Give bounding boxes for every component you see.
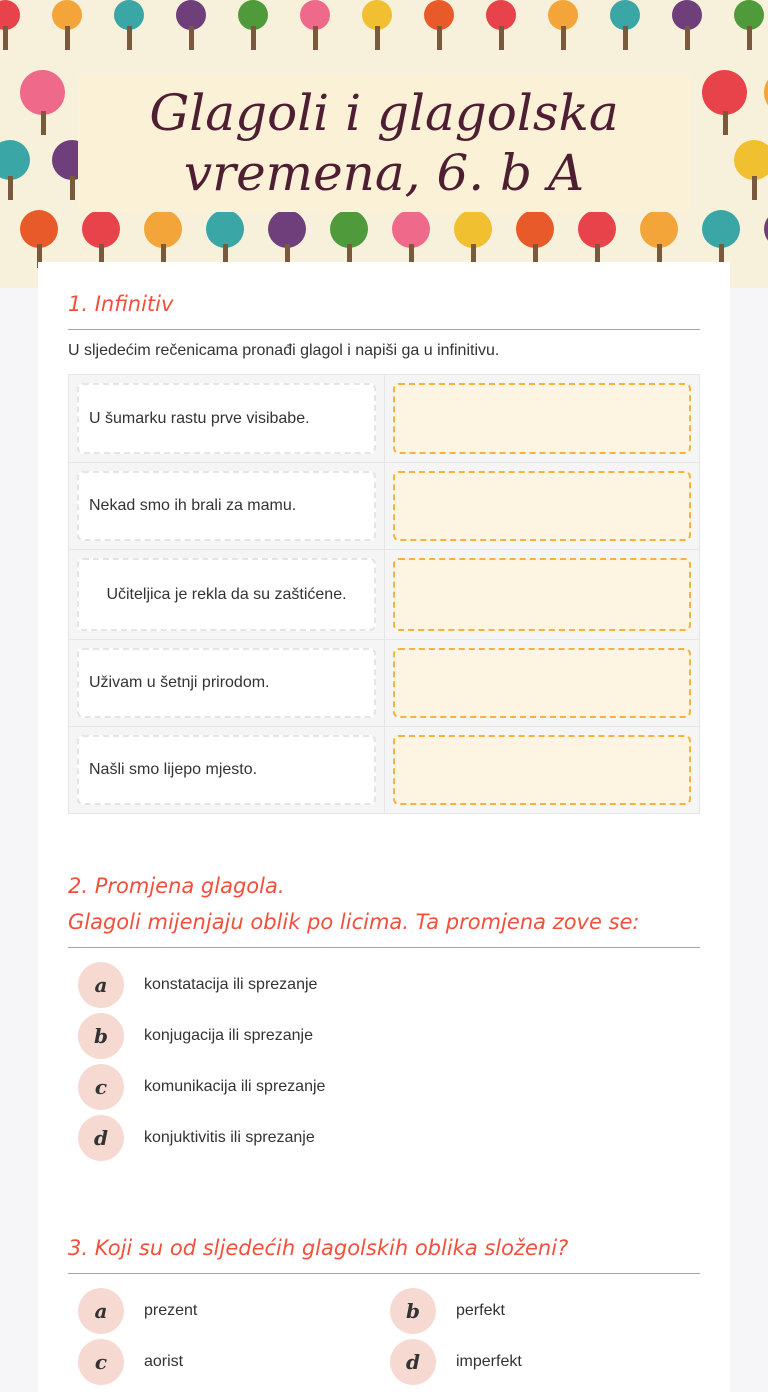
option-letter: b	[78, 1013, 124, 1059]
tree-decoration	[330, 210, 368, 248]
title-box	[78, 74, 690, 212]
tree-decoration	[702, 70, 747, 115]
sentence-card[interactable]: Nekad smo ih brali za mamu.	[77, 471, 376, 541]
tree-decoration	[206, 210, 244, 248]
table-row	[69, 375, 699, 462]
option-letter: b	[390, 1288, 436, 1334]
tree-trunk	[70, 176, 75, 200]
header-banner	[0, 0, 768, 288]
table-row	[69, 639, 699, 726]
tree-decoration	[0, 140, 30, 180]
question-2-title: 2. Promjena glagola.	[68, 874, 285, 898]
answer-dropzone[interactable]	[393, 735, 691, 805]
option-letter: c	[78, 1339, 124, 1385]
tree-decoration	[578, 210, 616, 248]
tree-trunk	[251, 26, 256, 50]
option-letter: a	[78, 962, 124, 1008]
option-label: aorist	[144, 1353, 184, 1370]
tree-decoration	[734, 140, 768, 180]
tree-decoration	[268, 210, 306, 248]
tree-trunk	[437, 26, 442, 50]
tree-trunk	[189, 26, 194, 50]
question-1-title: 1. Infinitiv	[68, 292, 174, 316]
option-b[interactable]	[390, 1288, 505, 1334]
tree-trunk	[723, 111, 728, 135]
option-b[interactable]	[78, 1013, 313, 1059]
tree-decoration	[82, 210, 120, 248]
worksheet-card	[38, 262, 730, 1392]
tree-decoration	[454, 210, 492, 248]
table-row	[69, 462, 699, 549]
option-a[interactable]	[78, 962, 317, 1008]
tree-trunk	[127, 26, 132, 50]
tree-trunk	[3, 26, 8, 50]
sentence-card[interactable]: Učiteljica je rekla da su zaštićene.	[77, 558, 376, 631]
option-label: konjuktivitis ili sprezanje	[144, 1129, 315, 1146]
matching-grid	[68, 374, 700, 814]
tree-decoration	[640, 210, 678, 248]
tree-trunk	[65, 26, 70, 50]
answer-dropzone[interactable]	[393, 648, 691, 718]
answer-dropzone[interactable]	[393, 471, 691, 541]
tree-trunk	[747, 26, 752, 50]
tree-trunk	[752, 176, 757, 200]
option-letter: d	[78, 1115, 124, 1161]
sentence-card[interactable]: Našli smo lijepo mjesto.	[77, 735, 376, 805]
table-row	[69, 549, 699, 639]
sentence-card[interactable]: Uživam u šetnji prirodom.	[77, 648, 376, 718]
tree-trunk	[623, 26, 628, 50]
question-1-instruction: U sljedećim rečenicama pronađi glagol i napiši ga u infinitivu.	[68, 342, 500, 359]
option-letter: d	[390, 1339, 436, 1385]
tree-trunk	[41, 111, 46, 135]
tree-decoration	[516, 210, 554, 248]
table-row	[69, 726, 699, 813]
tree-decoration	[20, 210, 58, 248]
option-label: konstatacija ili sprezanje	[144, 976, 318, 993]
page-title: Glagoli i glagolska vremena, 6. b A	[149, 84, 619, 202]
option-d[interactable]	[78, 1115, 315, 1161]
option-d[interactable]	[390, 1339, 522, 1385]
tree-decoration	[392, 210, 430, 248]
tree-trunk	[313, 26, 318, 50]
divider	[68, 947, 700, 948]
option-label: perfekt	[456, 1302, 505, 1319]
option-letter: a	[78, 1288, 124, 1334]
question-2-prompt: Glagoli mijenjaju oblik po licima. Ta promjena zove se:	[68, 910, 640, 934]
answer-dropzone[interactable]	[393, 558, 691, 631]
option-a[interactable]	[78, 1288, 197, 1334]
option-label: imperfekt	[456, 1353, 522, 1370]
option-c[interactable]	[78, 1339, 183, 1385]
tree-trunk	[499, 26, 504, 50]
tree-trunk	[685, 26, 690, 50]
option-label: prezent	[144, 1302, 198, 1319]
sentence-card[interactable]: U šumarku rastu prve visibabe.	[77, 383, 376, 454]
divider	[68, 1273, 700, 1274]
tree-trunk	[8, 176, 13, 200]
option-c[interactable]	[78, 1064, 325, 1110]
tree-trunk	[561, 26, 566, 50]
tree-decoration	[764, 70, 768, 115]
tree-decoration	[20, 70, 65, 115]
option-letter: c	[78, 1064, 124, 1110]
answer-dropzone[interactable]	[393, 383, 691, 454]
tree-trunk	[375, 26, 380, 50]
tree-decoration	[702, 210, 740, 248]
option-label: komunikacija ili sprezanje	[144, 1078, 326, 1095]
divider	[68, 329, 700, 330]
option-label: konjugacija ili sprezanje	[144, 1027, 313, 1044]
tree-decoration	[764, 210, 768, 248]
question-3-title: 3. Koji su od sljedećih glagolskih oblika složeni?	[68, 1236, 569, 1260]
tree-decoration	[144, 210, 182, 248]
